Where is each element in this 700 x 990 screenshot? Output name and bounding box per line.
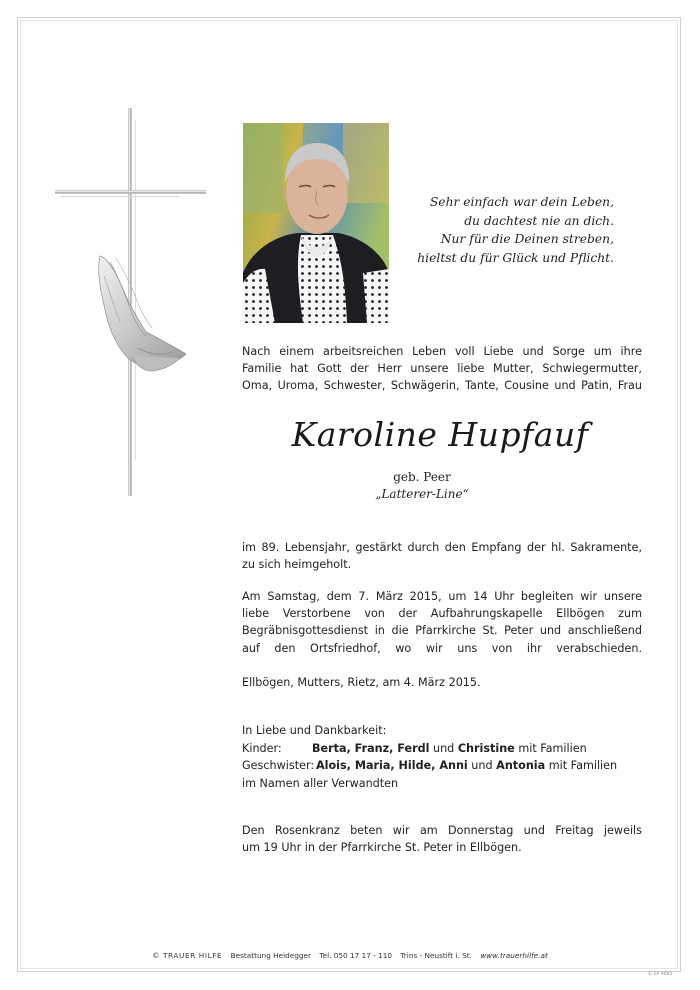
age-line: im 89. Lebensjahr, gestärkt durch den Empfang der hl. Sakramente, — [242, 541, 642, 554]
deceased-name: Karoline Hupfauf — [291, 415, 589, 454]
intro-line: Nach einem arbeitsreichen Leben voll Liebe und Sorge um ihre — [242, 345, 642, 358]
poem-line: Nur für die Deinen streben, — [440, 232, 614, 246]
children-suffix: mit Familien — [514, 741, 587, 755]
relatives-row — [242, 775, 617, 793]
poem — [402, 193, 614, 267]
age-paragraph — [242, 539, 642, 573]
place-date — [242, 674, 642, 691]
funeral-line: auf den Ortsfriedhof, wo wir uns von ihr verabschieden. — [242, 641, 642, 655]
funeral-paragraph — [242, 588, 642, 657]
siblings-label: Geschwister: — [242, 759, 315, 772]
footer-phone: Tel. 050 17 17 - 110 — [319, 951, 393, 960]
intro-paragraph — [242, 343, 642, 395]
portrait-photo — [243, 123, 389, 323]
cross-horizontal-line — [60, 196, 180, 197]
children-and: und — [429, 741, 458, 755]
siblings-and: und — [467, 759, 497, 772]
cross-horizontal-beam — [55, 190, 206, 194]
footer-brand: © TRAUER HILFE — [152, 951, 223, 960]
footer-website[interactable]: www.trauerhilfe.at — [480, 951, 548, 960]
poem-line: du dachtest nie an dich. — [464, 213, 614, 228]
children-label: Kinder: — [242, 741, 282, 755]
mourners-intro-text: In Liebe und Dankbarkeit: — [242, 724, 387, 737]
rosary-line: Den Rosenkranz beten wir am Donnerstag und Freitag jeweils — [242, 824, 642, 837]
siblings-last: Antonia — [496, 759, 546, 772]
poem-line: hieltst du für Glück und Pflicht. — [417, 250, 614, 265]
funeral-line: Am Samstag, dem 7. März 2015, um 14 Uhr begleiten wir unsere — [242, 590, 642, 603]
siblings-row — [242, 757, 617, 775]
footer-company: Bestattung Heidegger — [230, 951, 312, 960]
intro-line: Oma, Uroma, Schwester, Schwägerin, Tante, Cousine und Patin, Frau — [242, 379, 642, 393]
relatives-text: im Namen aller Verwandten — [242, 776, 399, 790]
praying-hands-icon — [88, 252, 188, 392]
mourners-intro — [242, 722, 617, 740]
footer-locations: Trins - Neustift i. St. — [400, 951, 472, 960]
footer — [0, 951, 700, 960]
rosary-paragraph — [242, 822, 642, 856]
funeral-line: liebe Verstorbene von der Aufbahrungskapelle Ellbögen zum — [242, 607, 642, 621]
age-line: zu sich heimgeholt. — [242, 558, 352, 572]
place-date-text: Ellbögen, Mutters, Rietz, am 4. März 2015. — [242, 676, 481, 689]
rosary-line: um 19 Uhr in der Pfarrkirche St. Peter in Ellbögen. — [242, 841, 522, 855]
poem-line: Sehr einfach war dein Leben, — [429, 195, 614, 209]
intro-line: Familie hat Gott der Herr unsere liebe Mutter, Schwiegermutter, — [242, 362, 642, 376]
nickname: „Latterer-Line“ — [375, 487, 469, 501]
mourners-list — [242, 722, 617, 792]
reference-code: © EP 9065 — [648, 972, 673, 977]
siblings-names: Alois, Maria, Hilde, Anni — [316, 759, 468, 772]
funeral-line: Begräbnisgottesdienst in die Pfarrkirche St. Peter und anschließend — [242, 624, 642, 638]
children-last: Christine — [457, 741, 515, 755]
siblings-suffix: mit Familien — [545, 759, 618, 772]
children-row — [242, 740, 617, 758]
maiden-name: geb. Peer — [393, 470, 451, 484]
children-names: Berta, Franz, Ferdl — [312, 741, 430, 755]
